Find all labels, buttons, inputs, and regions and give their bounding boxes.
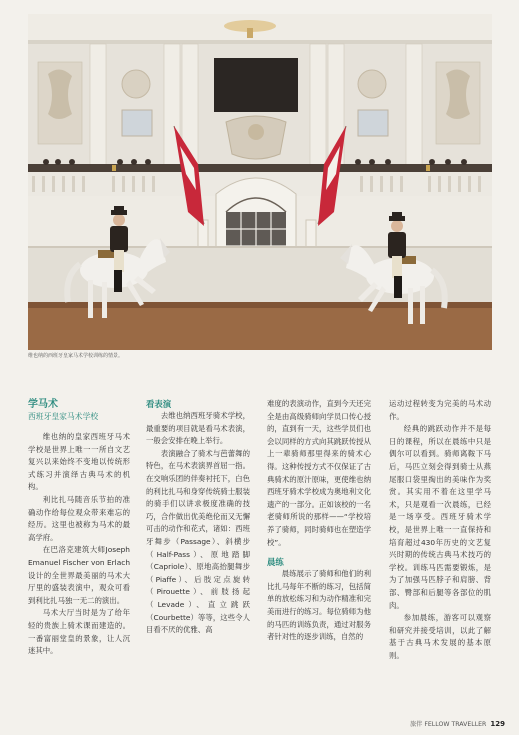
paragraph: 去维也纳西班牙骑术学校，最重要的项目就是看马术表演，一般会安排在晚上举行。 bbox=[146, 411, 250, 446]
page-folio bbox=[410, 719, 505, 728]
column-3 bbox=[267, 398, 371, 644]
paragraph: 马术大厅当时是为了给年轻的贵族上骑术课而建造的。一番富丽堂皇的景象，让人沉迷其中。 bbox=[28, 608, 130, 656]
hero-photo bbox=[28, 14, 492, 350]
paragraph: 晨练展示了骑师和他们的利比扎马每年不断的练习，包括简单的放松练习和为动作精准和完美而进行的练习。每位骑师为他的马匹的训练负责，通过对服务者针对性的逐步训练，自然的 bbox=[267, 569, 371, 642]
column-1 bbox=[28, 398, 130, 658]
paragraph: 利比扎马随音乐节拍的准确动作给每位观众带来难忘的经历。这里也被称为马术的最高学府。 bbox=[28, 494, 130, 542]
column-2 bbox=[146, 398, 250, 637]
crest-icon bbox=[226, 116, 286, 159]
section-subtitle-school: 西班牙皇家马术学校 bbox=[28, 412, 99, 421]
page-number: 129 bbox=[490, 720, 505, 728]
paragraph: 表演融合了骑术与芭蕾舞的特色，在马术表演界首屈一指。在交响乐团的伴奏衬托下，白色的利比扎马和身穿传统骑士服装的骑手们以讲求极度准确的技巧，合作做出优美绝伦而又无懈可击的动作和花式，诸如：西班牙舞步（Passage）、斜横步（Half-Pass）、原地踏脚（Capriole）、原地高抬腿舞步（Piaffe）、后肢定点旋转（Pirouette）、前肢扬起（Levade）、直立跳跃（Courbette）等等，这些令人目看不厌的优雅、高 bbox=[146, 448, 250, 635]
magazine-name: 旅伴 FELLOW TRAVELLER bbox=[410, 721, 487, 728]
column-4 bbox=[389, 398, 491, 662]
riding-hall-illustration bbox=[28, 14, 492, 350]
paragraph: 在巴洛克建筑大师Joseph Emanuel Fischer von Erlach设计的全世界最美丽的马术大厅里的盛装表演中，观众可看到利比扎马独一无二的演出。 bbox=[28, 545, 130, 605]
paragraph: 维也纳的皇家西班牙马术学校是世界上唯一一所自文艺复兴以来始终不变地以传统形式练习并演绎古典马术的机构。 bbox=[28, 432, 130, 492]
section-title-show: 看表演 bbox=[146, 399, 172, 409]
section-title-learn: 学马术 bbox=[28, 399, 58, 410]
paragraph: 经典的跳跃动作并不是每日的课程，所以在晨练中只是偶尔可以看到。骑师离鞍下马后，马匹立刻会得到骑士从燕尾服口袋里掏出的美味作为奖赏。其实用不着在这里学马术，只是观看一次晨练，已经是一场享受。西班牙骑术学校，是世界上唯一一直保持和培育超过430年历史的文艺复兴时期的传统古典马术技巧的学校。训练马匹需要锻炼，是为了加强马匹脖子和肩膀、背部、臀部和后腿等各部位的肌肉。 bbox=[389, 424, 491, 610]
paragraph: 运动过程转变为完美的马术动作。 bbox=[389, 399, 491, 421]
photo-caption: 维也纳的西班牙皇家马术学校训练的情景。 bbox=[28, 353, 124, 359]
paragraph: 参加晨练，游客可以观察和研究并接受培训，以此了解基于古典马术发展的基本原则。 bbox=[389, 613, 491, 660]
section-title-morning-training: 晨练 bbox=[267, 557, 284, 568]
paragraph: 难度的表演动作，直到今天还完全是由高级骑师向学员口传心授的，直到有一天，这些学员们也会以同样的方式向其跳跃传授从上一辈骑师那里得来的骑术心得。这种传授方式不仅保证了古典骑术的原汁原味，更使维也纳西班牙骑术学校成为奥地利文化遗产的一部分。正如该校的一名老骑师所说的那样——“学校培养了骑师，同时骑师也在塑造学校”。 bbox=[267, 399, 371, 547]
